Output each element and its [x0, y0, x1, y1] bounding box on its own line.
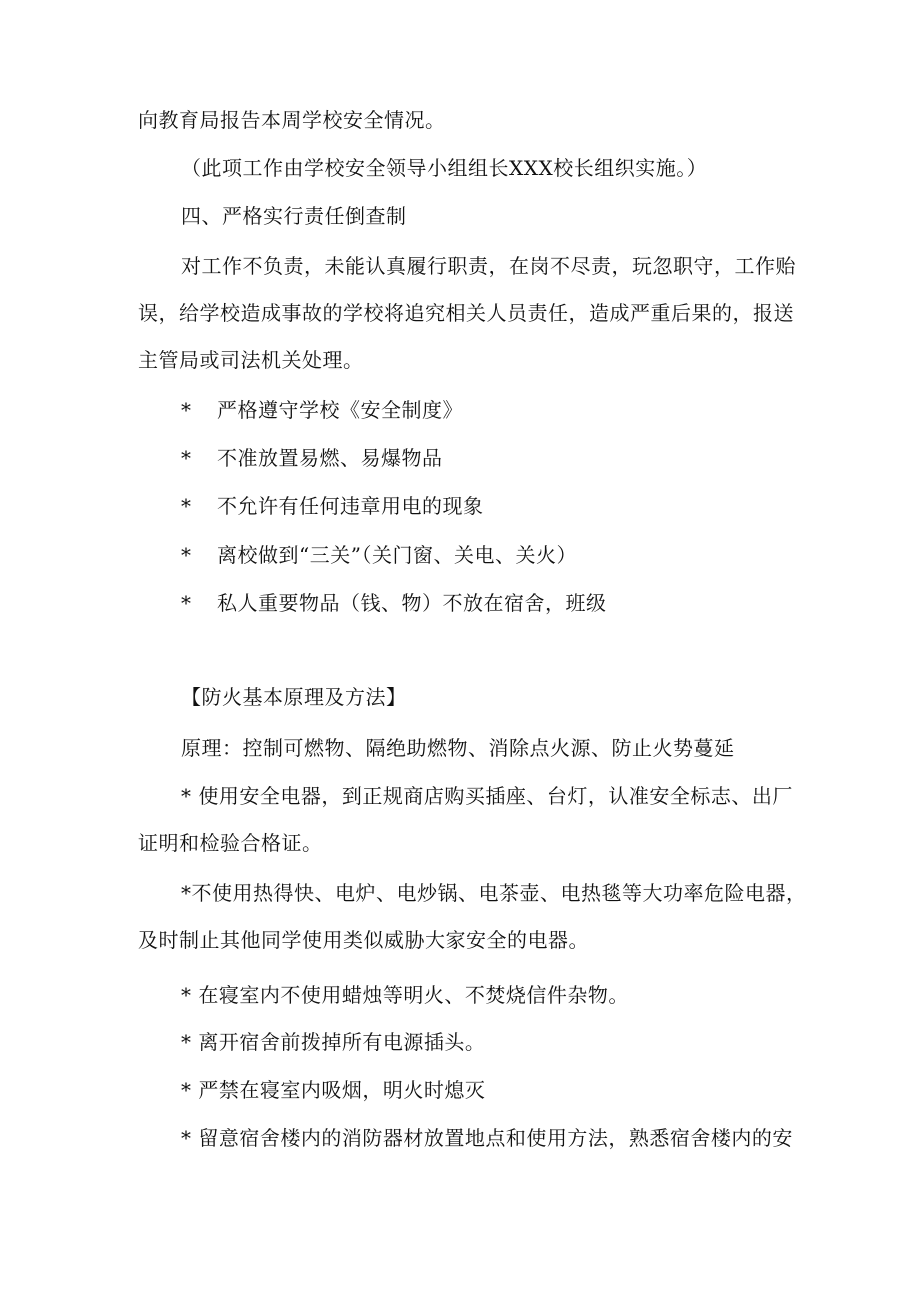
list-item: [181, 396, 463, 424]
paragraph-line: 证明和检验合格证。: [138, 831, 323, 855]
list-item-text: 不允许有任何违章用电的现象: [217, 494, 484, 518]
bullet-icon: *: [181, 398, 192, 422]
bullet-icon: *: [181, 494, 192, 518]
list-item-text: 私人重要物品（钱、物）不放在宿舍，班级: [217, 591, 607, 615]
note-paragraph: （此项工作由学校安全领导小组组长XXX校长组织实施。）: [181, 156, 708, 180]
paragraph-line: * 使用安全电器，到正规商店购买插座、台灯，认准安全标志、出厂: [181, 784, 793, 808]
list-item: [181, 541, 577, 569]
paragraph-line: 误，给学校造成事故的学校将追究相关人员责任，造成严重后果的，报送: [138, 301, 794, 325]
paragraph-line: *不使用热得快、电炉、电炒锅、电茶壶、电热毯等大功率危险电器，: [181, 881, 807, 905]
principle-line: 原理：控制可燃物、隔绝助燃物、消除点火源、防止火势蔓延: [181, 736, 735, 760]
list-item: [181, 444, 443, 472]
list-item: * 离开宿舍前拨掉所有电源插头。: [181, 1030, 486, 1054]
paragraph-line: 向教育局报告本周学校安全情况。: [138, 108, 446, 132]
paragraph-line: 主管局或司法机关处理。: [138, 348, 364, 372]
list-item: * 留意宿舍楼内的消防器材放置地点和使用方法，熟悉宿舍楼内的安: [181, 1126, 793, 1150]
list-item-text: 严格遵守学校《安全制度》: [217, 398, 463, 422]
list-item-text: 不准放置易燃、易爆物品: [217, 446, 443, 470]
list-item: [181, 589, 607, 617]
section-heading: 【防火基本原理及方法】: [181, 685, 407, 709]
list-item: * 严禁在寝室内吸烟，明火时熄灭: [181, 1078, 486, 1102]
list-item: [181, 492, 484, 520]
list-item-text: 离校做到“三关”（关门窗、关电、关火）: [217, 543, 577, 567]
section-heading: 四、严格实行责任倒查制: [181, 204, 407, 228]
paragraph-line: 及时制止其他同学使用类似威胁大家安全的电器。: [138, 928, 589, 952]
bullet-icon: *: [181, 543, 192, 567]
bullet-icon: *: [181, 446, 192, 470]
paragraph-line: 对工作不负责，未能认真履行职责，在岗不尽责，玩忽职守，工作贻: [181, 254, 796, 278]
bullet-icon: *: [181, 591, 192, 615]
list-item: * 在寝室内不使用蜡烛等明火、不焚烧信件杂物。: [181, 983, 629, 1007]
